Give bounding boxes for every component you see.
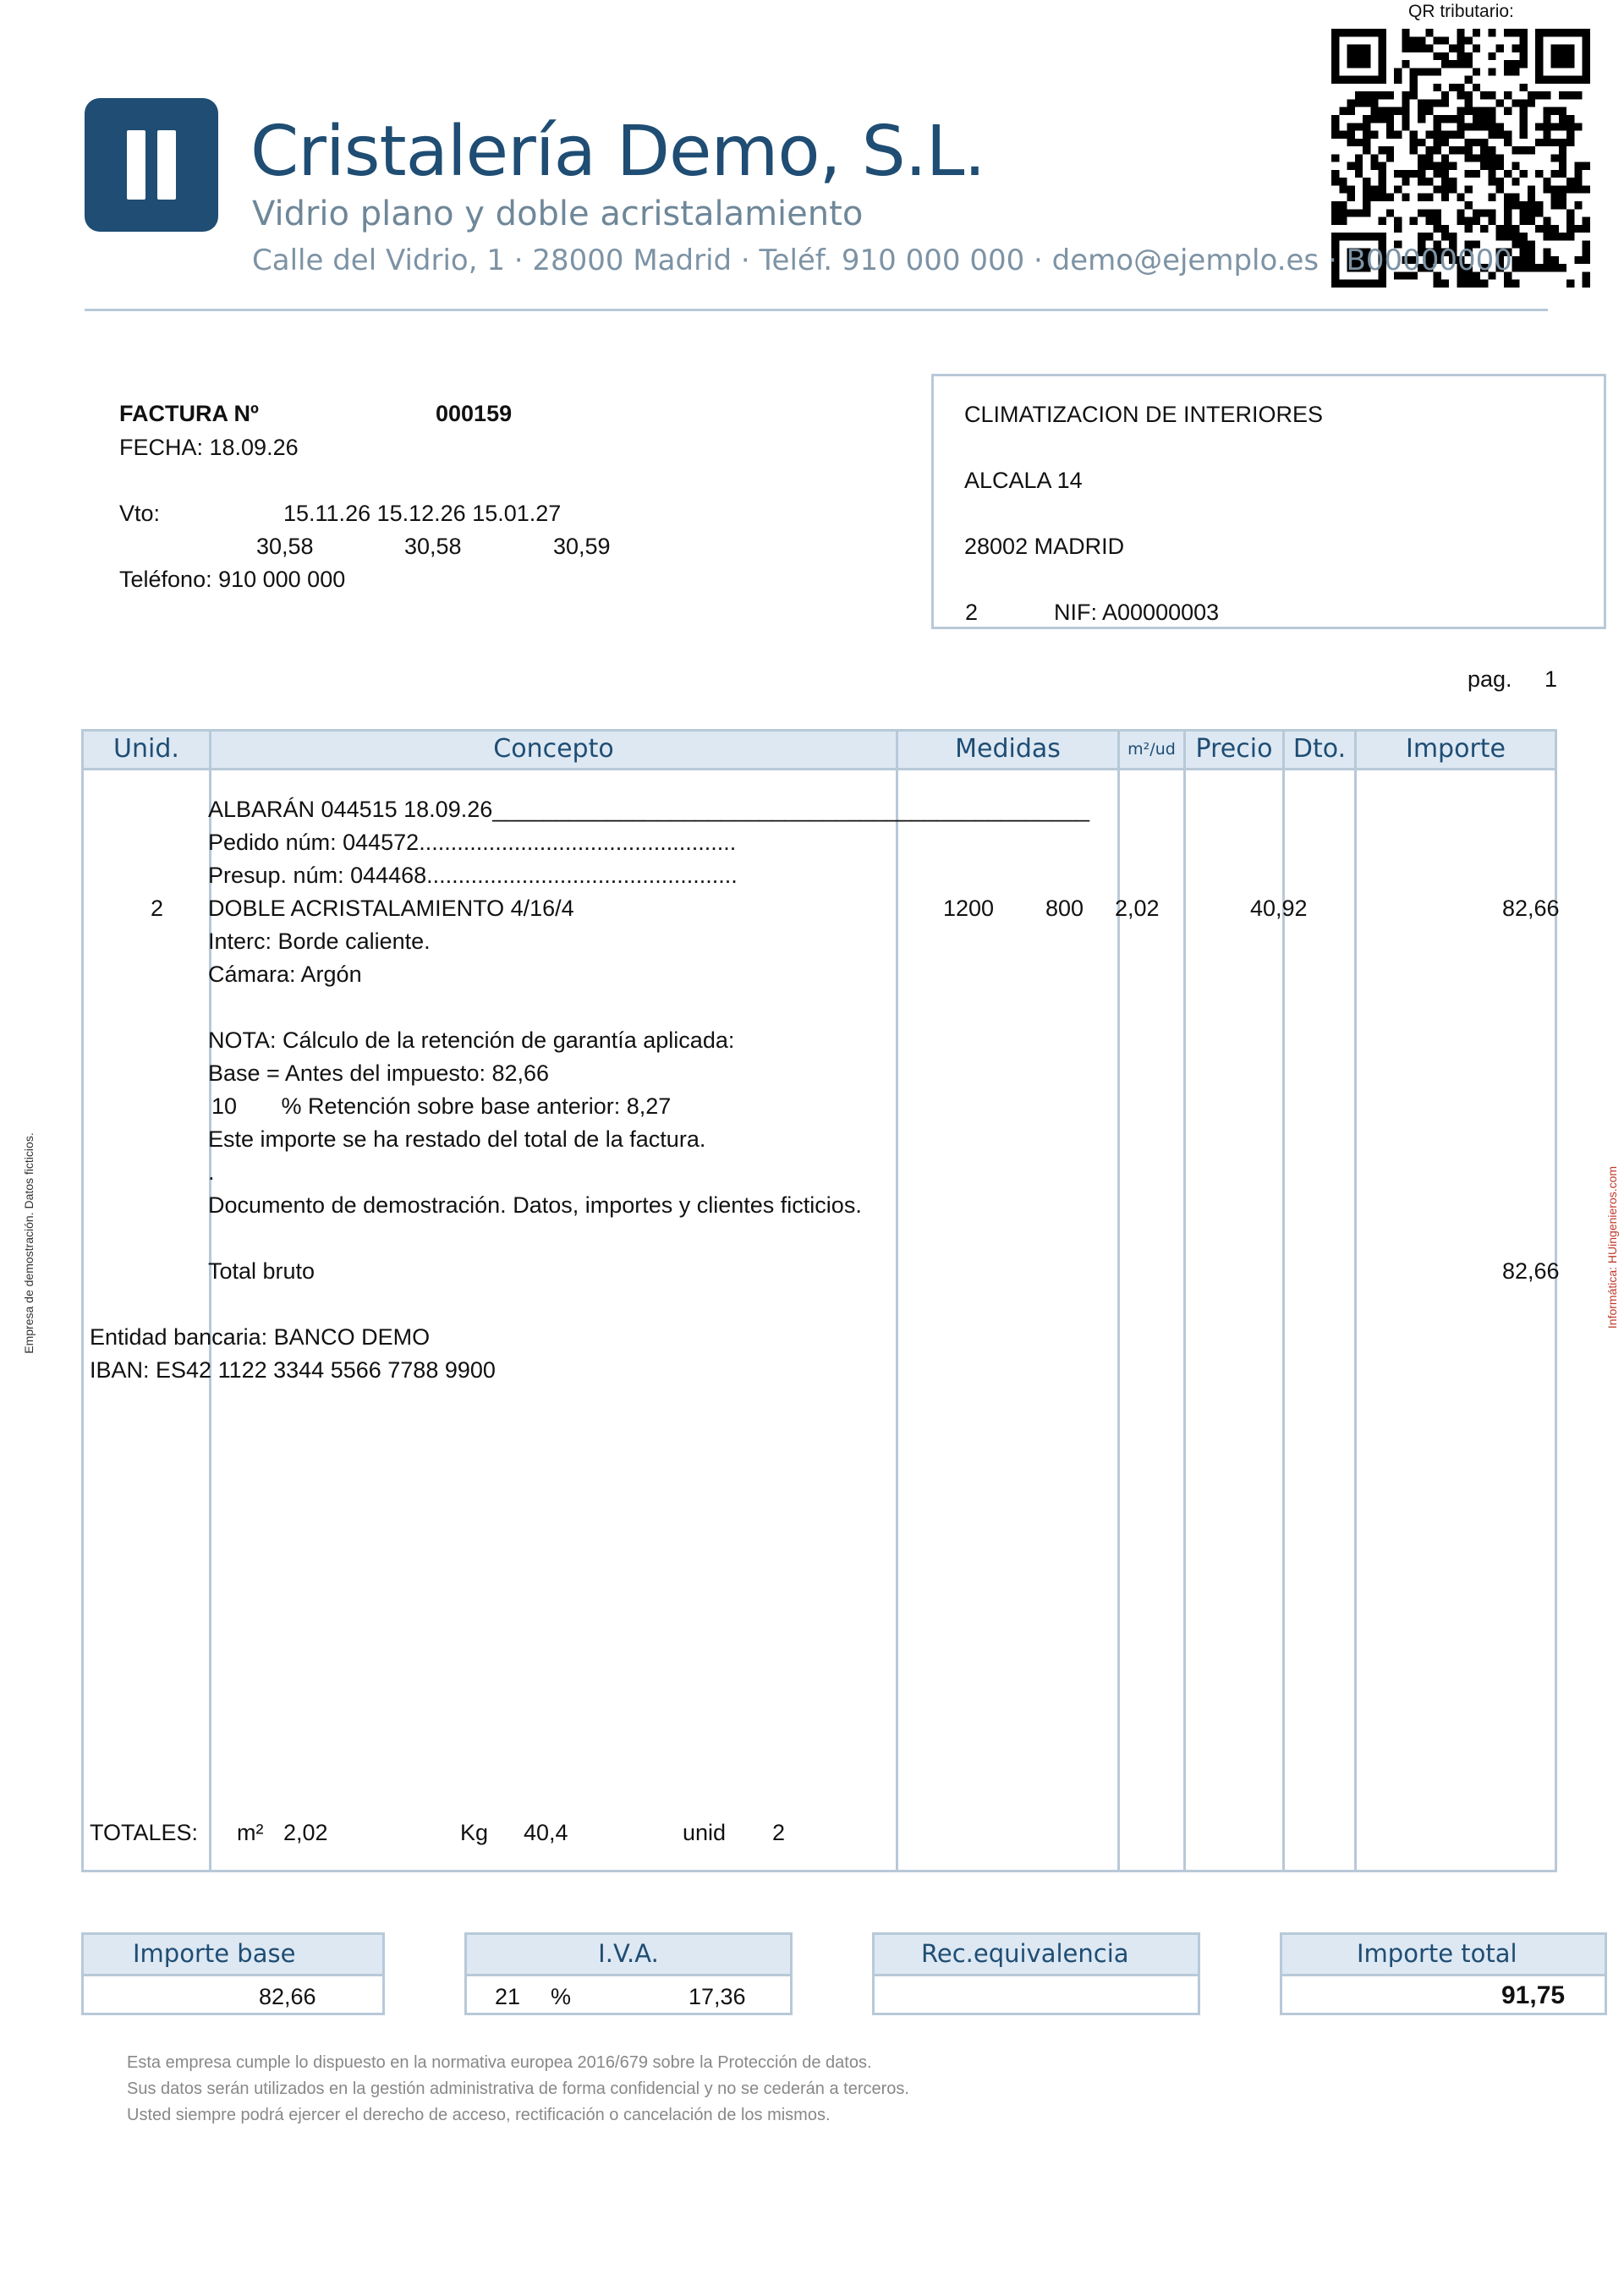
- base-amount-value: 82,66: [259, 1984, 316, 2009]
- concept-line: Pedido núm: 044572..................................................: [208, 830, 737, 855]
- concept-line: ALBARÁN 044515 18.09.26_______________________________________________: [208, 797, 1090, 822]
- concept-line: Este importe se ha restado del total de la factura.: [208, 1126, 706, 1152]
- total-amount-value: 91,75: [1501, 1981, 1566, 2009]
- column-header-unid: Unid.: [113, 734, 179, 764]
- column-header-concepto: Concepto: [493, 734, 614, 764]
- iva-percent: %: [551, 1984, 572, 2009]
- base-amount-label: Importe base: [84, 1935, 382, 1976]
- company-address: Calle del Vidrio, 1 · 28000 Madrid · Teléf. 910 000 000 · demo@ejemplo.es · B00000000: [252, 244, 1512, 277]
- column-header-m2ud: m²/ud: [1127, 740, 1176, 759]
- col-divider: [896, 732, 898, 1870]
- iva-amount: 17,36: [689, 1984, 746, 2009]
- line-width: 1200: [943, 896, 995, 921]
- bank-name: Entidad bancaria: BANCO DEMO: [90, 1324, 431, 1350]
- concept-line: 10 % Retención sobre base anterior: 8,27: [211, 1093, 672, 1119]
- totals-m2: 2,02: [283, 1820, 328, 1845]
- column-header-medidas: Medidas: [955, 734, 1061, 764]
- totals-m2-label: m²: [237, 1820, 264, 1845]
- base-amount-box: [81, 1932, 385, 2015]
- phone: Teléfono: 910 000 000: [119, 567, 346, 592]
- totals-kg-label: Kg: [460, 1820, 489, 1845]
- iva-box: [464, 1932, 793, 2015]
- concept-line: NOTA: Cálculo de la retención de garantía aplicada:: [208, 1027, 735, 1053]
- concept-line: Interc: Borde caliente.: [208, 929, 431, 954]
- iva-label: I.V.A.: [467, 1935, 790, 1976]
- due-dates: 15.11.26 15.12.26 15.01.27: [283, 501, 562, 526]
- totals-unid-label: unid: [683, 1820, 727, 1845]
- bank-iban: IBAN: ES42 1122 3344 5566 7788 9900: [90, 1357, 496, 1383]
- column-header-precio: Precio: [1195, 734, 1273, 764]
- totals-kg: 40,4: [524, 1820, 568, 1845]
- invoice-number-label: FACTURA Nº: [119, 401, 259, 426]
- concept-line: Presup. núm: 044468.................................................: [208, 863, 738, 888]
- concept-line: Base = Antes del impuesto: 82,66: [208, 1060, 550, 1086]
- rec-equivalencia-label: Rec.equivalencia: [875, 1935, 1198, 1976]
- page-label: pag.: [1468, 666, 1512, 692]
- total-amount-label: Importe total: [1282, 1935, 1605, 1976]
- col-divider: [1354, 732, 1357, 1870]
- legal-line: Esta empresa cumple lo dispuesto en la normativa europea 2016/679 sobre la Protección de datos.: [127, 2053, 872, 2072]
- gross-total: 82,66: [1502, 1258, 1560, 1284]
- qr-label: QR tributario:: [1408, 2, 1514, 21]
- legal-line: Usted siempre podrá ejercer el derecho de acceso, rectificación o cancelación de los mismos.: [127, 2106, 831, 2124]
- totals-label: TOTALES:: [90, 1820, 199, 1845]
- client-code: 2: [965, 600, 979, 625]
- concept-line: .: [208, 1159, 215, 1185]
- total-amount-box: [1280, 1932, 1607, 2015]
- company-logo: [85, 98, 218, 232]
- line-amount: 82,66: [1502, 896, 1560, 921]
- side-note-left: Empresa de demostración. Datos ficticios.: [22, 1132, 36, 1354]
- invoice-date: FECHA: 18.09.26: [119, 435, 299, 460]
- page-number: 1: [1544, 666, 1558, 692]
- company-subtitle: Vidrio plano y doble acristalamiento: [252, 195, 864, 233]
- concept-line: Total bruto: [208, 1258, 315, 1284]
- line-unit: 2: [151, 896, 164, 921]
- line-price: 40,92: [1250, 896, 1308, 921]
- header-divider: [85, 309, 1548, 311]
- due-amount-2: 30,58: [404, 534, 462, 559]
- client-city: 28002 MADRID: [964, 534, 1125, 559]
- iva-rate: 21: [495, 1984, 521, 2009]
- rec-equivalencia-box: [872, 1932, 1200, 2015]
- column-header-dto: Dto.: [1292, 734, 1347, 764]
- side-note-right: Informática: HUingenieros.com: [1605, 1165, 1619, 1329]
- due-amount-1: 30,58: [256, 534, 314, 559]
- company-name: Cristalería Demo, S.L.: [250, 112, 985, 192]
- line-m2: 2,02: [1115, 896, 1160, 921]
- totals-unid: 2: [772, 1820, 786, 1845]
- line-height: 800: [1045, 896, 1084, 921]
- concept-line: Cámara: Argón: [208, 962, 362, 987]
- legal-line: Sus datos serán utilizados en la gestión administrativa de forma confidencial y no se cederán a terceros.: [127, 2080, 909, 2098]
- concept-line: Documento de demostración. Datos, importes y clientes ficticios.: [208, 1192, 862, 1218]
- due-amount-3: 30,59: [553, 534, 611, 559]
- invoice-number: 000159: [436, 401, 513, 426]
- client-street: ALCALA 14: [964, 468, 1083, 493]
- client-name: CLIMATIZACION DE INTERIORES: [964, 402, 1324, 427]
- client-nif: NIF: A00000003: [1054, 600, 1220, 625]
- column-header-importe: Importe: [1405, 734, 1506, 764]
- col-divider: [1183, 732, 1186, 1870]
- concept-line: DOBLE ACRISTALAMIENTO 4/16/4: [208, 896, 574, 921]
- due-label: Vto:: [119, 501, 161, 526]
